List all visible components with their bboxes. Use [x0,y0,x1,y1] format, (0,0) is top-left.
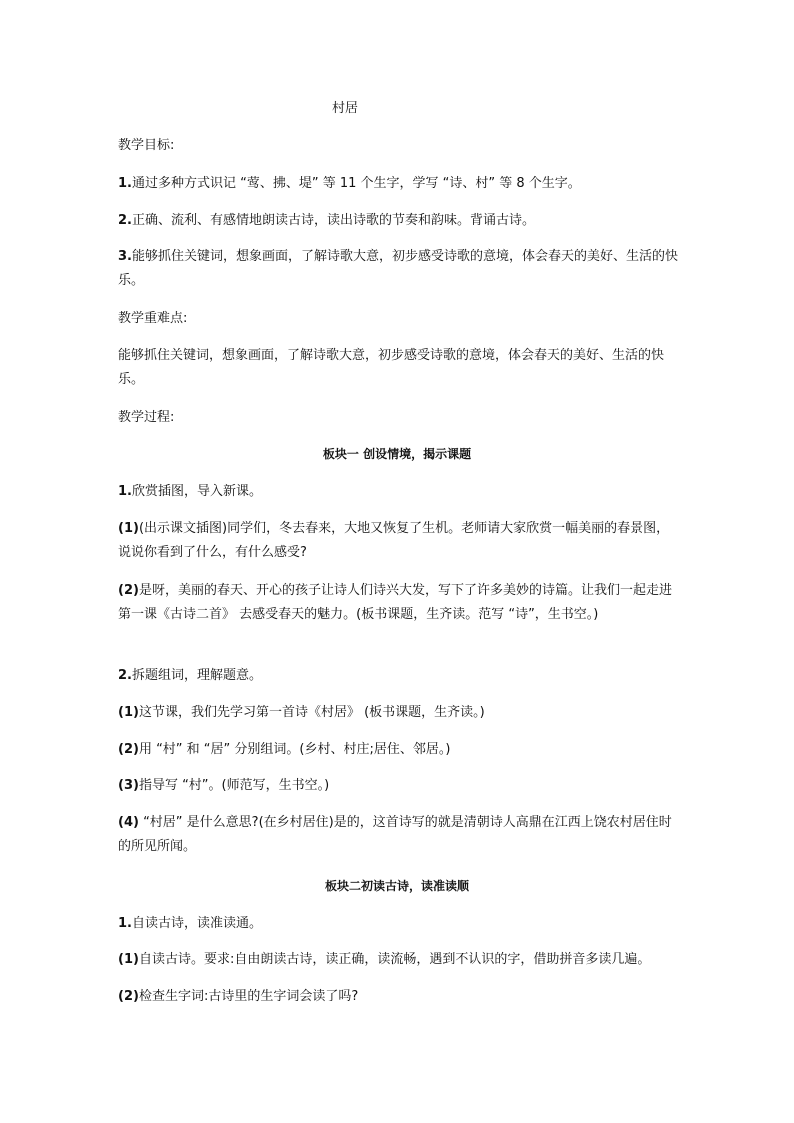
item-number: (2) [118,742,139,757]
step-item [118,701,678,725]
item-text: 指导写 “村”。(师范写，生书空。) [138,778,330,793]
step-item [118,517,678,565]
goal-text: 通过多种方式识记 “莺、拂、堤” 等 11 个生字，学写 “诗、村” 等 8 个生字。 [131,176,581,191]
process-heading: 教学过程: [118,410,175,425]
goal-item [118,209,678,233]
goals-heading: 教学目标: [118,138,175,153]
step-heading [118,912,678,936]
step-text: 自读古诗，读准读通。 [131,916,262,931]
step-number: 1. [118,484,132,499]
section-title: 板块二初读古诗，读准读顺 [324,879,469,893]
goal-text: 能够抓住关键词，想象画面，了解诗歌大意，初步感受诗歌的意境，体会春天的美好、生活的快乐。 [118,249,678,288]
section-title: 板块一 创设情境，揭示课题 [322,447,472,461]
key-heading: 教学重难点: [118,311,188,326]
step-item [118,811,678,859]
item-text: (出示课文插图)同学们，冬去春来，大地又恢复了生机。老师请大家欣赏一幅美丽的春景图，说说你看到了什么，有什么感受? [118,521,670,560]
item-text: “村居” 是什么意思?(在乡村居住)是的，这首诗写的就是清朝诗人高鼎在江西上饶农村居住时的所见所闻。 [118,815,672,854]
step-heading [118,480,678,504]
item-number: (4) [118,815,139,830]
step-text: 拆题组词，理解题意。 [131,668,262,683]
goal-text: 正确、流利、有感情地朗读古诗，读出诗歌的节奏和韵味。背诵古诗。 [131,213,535,228]
item-number: (1) [118,952,139,967]
step-number: 2. [118,668,132,683]
key-text: 能够抓住关键词，想象画面，了解诗歌大意，初步感受诗歌的意境，体会春天的美好、生活的快乐。 [118,348,665,387]
goal-item [118,172,678,196]
item-text: 用 “村” 和 “居” 分别组词。(乡村、村庄;居住、邻居。) [138,742,451,757]
step-item [118,579,678,627]
step-heading [118,664,678,688]
step-item [118,948,678,972]
goal-item [118,245,678,293]
item-number: (3) [118,778,139,793]
goal-number: 1. [118,176,132,191]
step-number: 1. [118,916,132,931]
step-text: 欣赏插图，导入新课。 [131,484,262,499]
item-number: (1) [118,521,139,536]
item-text: 这节课，我们先学习第一首诗《村居》 (板书课题，生齐读。) [138,705,485,720]
goal-number: 3. [118,249,132,264]
item-number: (2) [118,583,139,598]
item-text: 是呀，美丽的春天、开心的孩子让诗人们诗兴大发，写下了许多美妙的诗篇。让我们一起走进第一课《古诗二首》 去感受春天的魅力。(板书课题，生齐读。范写 “诗”，生书空。) [118,583,672,622]
step-item [118,738,678,762]
item-number: (1) [118,705,139,720]
goal-number: 2. [118,213,132,228]
item-number: (2) [118,989,139,1004]
step-item [118,985,678,1009]
item-text: 检查生字词:古诗里的生字词会读了吗? [138,989,359,1004]
item-text: 自读古诗。要求:自由朗读古诗，读正确，读流畅，遇到不认识的字，借助拼音多读几遍。 [138,952,651,967]
step-item [118,774,678,798]
document-title: 村居 [331,101,358,116]
